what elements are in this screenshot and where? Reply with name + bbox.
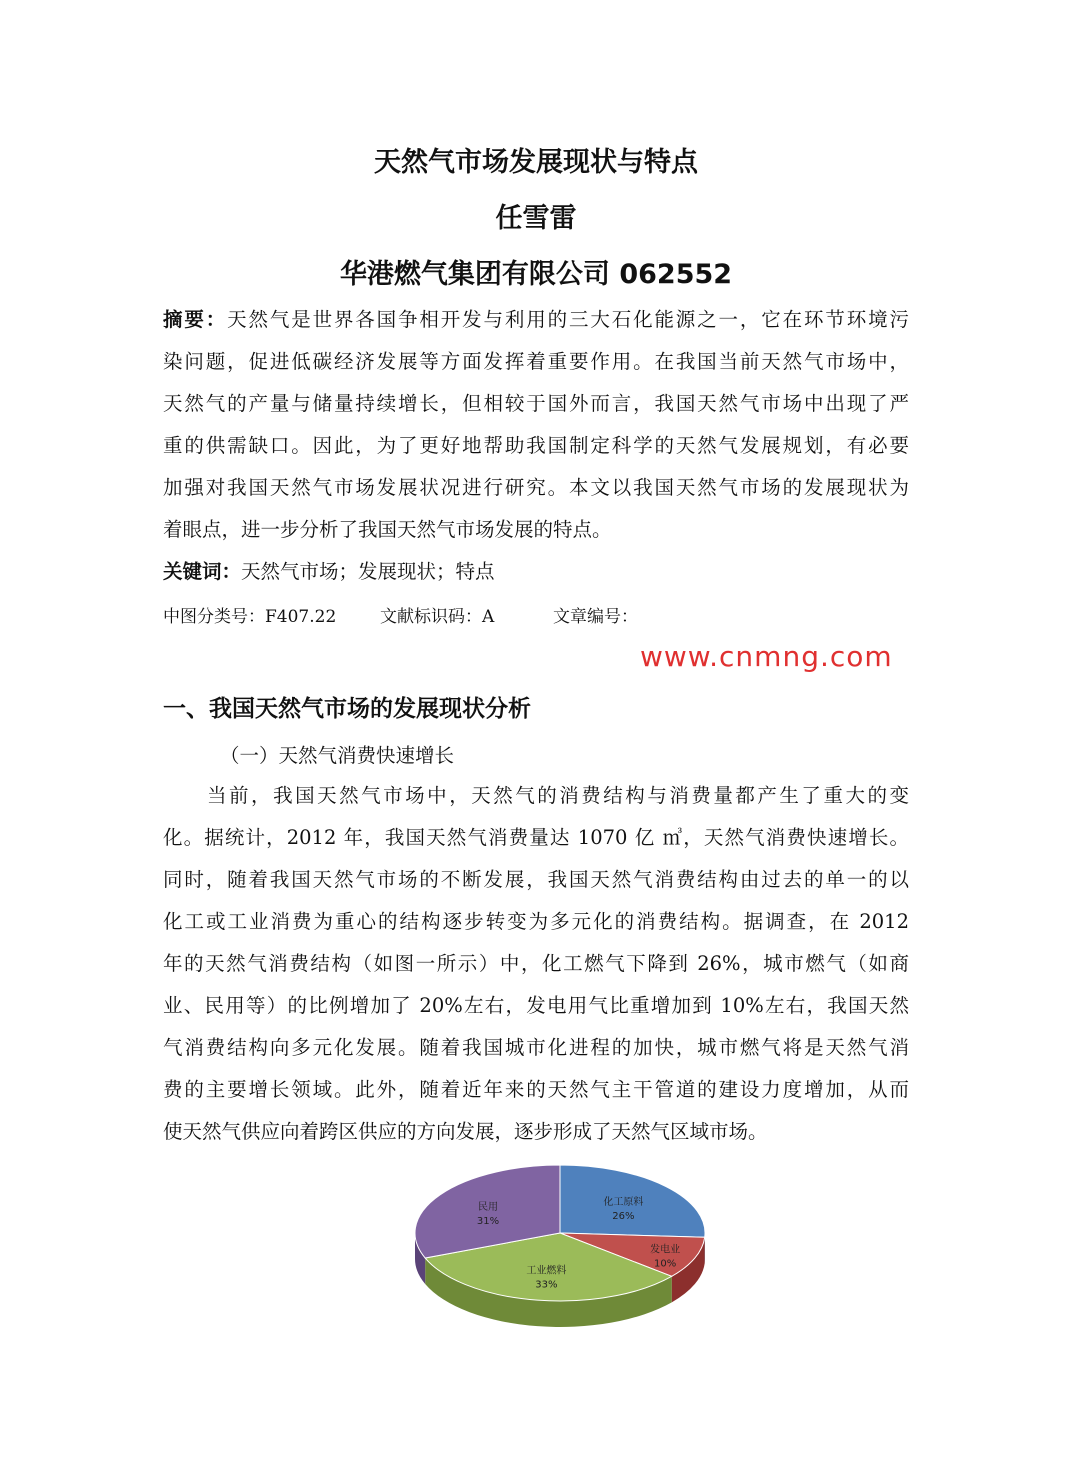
text-line	[163, 1111, 909, 1153]
text-line	[163, 509, 909, 551]
text-line	[163, 1069, 909, 1111]
line-text: 重的供需缺口。因此，为了更好地帮助我国制定科学的天然气发展规划，有必要	[163, 434, 909, 457]
pie-label-2: 工业燃料	[526, 1265, 567, 1277]
line-text: 着眼点，进一步分析了我国天然气市场发展的特点。	[163, 518, 612, 541]
document-code: 文献标识码：A	[380, 607, 495, 627]
abstract-label: 摘要：	[163, 308, 228, 331]
line-text: 年的天然气消费结构（如图一所示）中，化工燃气下降到 26%，城市燃气（如商	[163, 952, 909, 975]
line-text: 业、民用等）的比例增加了 20%左右，发电用气比重增加到 10%左右，我国天然	[163, 994, 909, 1017]
abstract	[163, 299, 909, 551]
text-line	[163, 341, 909, 383]
line-text: 同时，随着我国天然气市场的不断发展，我国天然气消费结构由过去的单一的以	[163, 868, 909, 891]
line-text: 天然气是世界各国争相开发与利用的三大石化能源之一，它在环节环境污	[227, 308, 909, 331]
line-text: 使天然气供应向着跨区供应的方向发展，逐步形成了天然气区域市场。	[163, 1120, 768, 1143]
pie-label-0: 化工原料	[603, 1197, 644, 1209]
text-line	[163, 775, 909, 817]
subsection-heading: （一）天然气消费快速增长	[220, 744, 455, 767]
text-line	[163, 817, 909, 859]
pie-pct-2: 33%	[535, 1279, 558, 1291]
text-line	[163, 943, 909, 985]
clc-number: 中图分类号：F407.22	[163, 607, 337, 627]
body-paragraph	[163, 775, 909, 1153]
keywords-text: 天然气市场；发展现状；特点	[241, 560, 495, 583]
line-text: 天然气的产量与储量持续增长，但相较于国外而言，我国天然气市场中出现了严	[163, 392, 909, 415]
line-text: 化工或工业消费为重心的结构逐步转变为多元化的消费结构。据调查，在 2012	[163, 910, 909, 933]
section-heading: 一、我国天然气市场的发展现状分析	[163, 696, 531, 722]
keywords-label: 关键词：	[163, 560, 242, 583]
text-line	[163, 383, 909, 425]
text-line	[163, 1027, 909, 1069]
line-text: 当前，我国天然气市场中，天然气的消费结构与消费量都产生了重大的变	[163, 784, 909, 807]
text-line	[163, 901, 909, 943]
text-line	[163, 985, 909, 1027]
line-text: 化。据统计，2012 年，我国天然气消费量达 1070 亿 ㎥，天然气消费快速增长。	[163, 826, 909, 849]
pie-label-1: 发电业	[650, 1244, 681, 1256]
watermark: www.cnmng.com	[640, 640, 893, 673]
article-number: 文章编号：	[553, 607, 638, 627]
pie-pct-3: 31%	[476, 1216, 500, 1228]
text-line	[163, 467, 909, 509]
text-line	[163, 299, 909, 341]
keywords	[163, 551, 909, 593]
paper-title: 天然气市场发展现状与特点	[374, 147, 698, 178]
pie-chart	[405, 1155, 715, 1345]
affiliation: 华港燃气集团有限公司 062552	[339, 259, 733, 290]
line-text: 气消费结构向多元化发展。随着我国城市化进程的加快，城市燃气将是天然气消	[163, 1036, 909, 1059]
line-text: 加强对我国天然气市场发展状况进行研究。本文以我国天然气市场的发展现状为	[163, 476, 909, 499]
line-text: 费的主要增长领域。此外，随着近年来的天然气主干管道的建设力度增加，从而	[163, 1078, 909, 1101]
text-line	[163, 859, 909, 901]
author: 任雪雷	[495, 203, 577, 234]
pie-pct-1: 10%	[654, 1258, 677, 1270]
pie-label-3: 民用	[478, 1202, 499, 1214]
pie-pct-0: 26%	[612, 1211, 635, 1223]
text-line	[163, 425, 909, 467]
line-text: 染问题，促进低碳经济发展等方面发挥着重要作用。在我国当前天然气市场中，	[163, 350, 909, 373]
